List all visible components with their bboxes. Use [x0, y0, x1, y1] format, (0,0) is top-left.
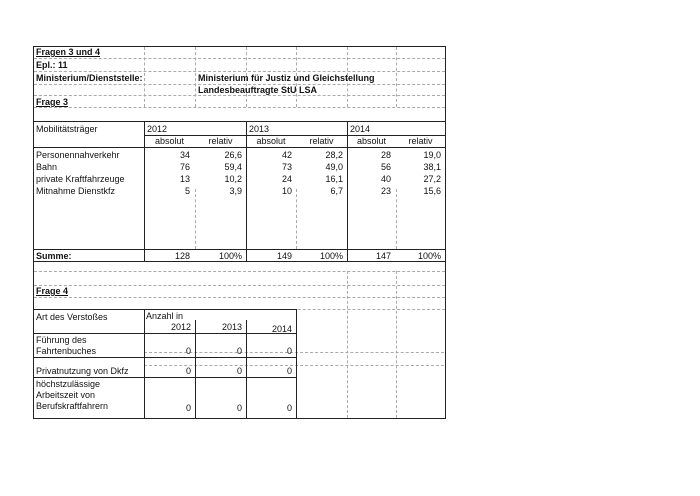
grid-line — [396, 47, 397, 107]
year-header: 2014 — [271, 324, 292, 334]
table-cell: 38,1 — [423, 162, 441, 172]
grid-line — [396, 189, 397, 249]
frage3-heading: Frage 3 — [36, 97, 69, 107]
table-rule — [296, 309, 297, 418]
column-header: Mobilitätsträger — [36, 124, 98, 134]
table-cell: 0 — [185, 366, 191, 376]
table-cell: 16,1 — [325, 174, 343, 184]
column-header: relativ — [408, 136, 433, 146]
table-cell: 0 — [286, 346, 292, 356]
year-header: 2013 — [221, 322, 242, 332]
grid-line — [396, 271, 397, 418]
table-cell: 0 — [286, 366, 292, 376]
table-row-label: Privatnutzung von Dkfz — [36, 366, 129, 376]
table-cell: 15,6 — [423, 186, 441, 196]
table-cell: 19,0 — [423, 150, 441, 160]
table-row-label: Bahn — [36, 162, 58, 172]
table-cell: 27,2 — [423, 174, 441, 184]
summe-label: Summe: — [36, 251, 72, 261]
year-header: 2014 — [350, 124, 371, 134]
table-row-label: Arbeitszeit von — [36, 390, 96, 400]
table-cell: 26,6 — [224, 150, 242, 160]
column-header: absolut — [154, 136, 185, 146]
column-header: relativ — [208, 136, 233, 146]
ministerium-subname: Landesbeauftragte StU LSA — [198, 85, 318, 95]
table-cell: 0 — [236, 366, 242, 376]
table-row-label: Mitnahme Dienstkfz — [36, 186, 116, 196]
grid-line — [195, 47, 196, 107]
column-header: Anzahl in — [146, 311, 184, 321]
table-row-label: Berufskraftfahrern — [36, 401, 109, 411]
table-cell: 59,4 — [224, 162, 242, 172]
table-cell: 24 — [281, 174, 292, 184]
table-cell: 149 — [276, 251, 292, 261]
table-row-label: Personennahverkehr — [36, 150, 120, 160]
epl-label: Epl.: 11 — [36, 60, 68, 70]
table-rule — [34, 121, 445, 122]
table-cell: 76 — [179, 162, 190, 172]
grid-line — [34, 285, 445, 286]
grid-line — [34, 271, 445, 272]
ministerium-label: Ministerium/Dienststelle: — [36, 73, 143, 83]
page-title: Fragen 3 und 4 — [36, 47, 101, 57]
table-cell: 28,2 — [325, 150, 343, 160]
table-cell: 100% — [417, 251, 441, 261]
grid-line — [195, 189, 196, 249]
table-cell: 10 — [281, 186, 292, 196]
table-cell: 42 — [281, 150, 292, 160]
year-header: 2013 — [249, 124, 270, 134]
frage4-heading: Frage 4 — [36, 286, 69, 296]
table-cell: 28 — [380, 150, 391, 160]
grid-line — [34, 58, 445, 59]
table-cell: 40 — [380, 174, 391, 184]
table-cell: 147 — [375, 251, 391, 261]
table-rule — [34, 249, 445, 250]
table-cell: 0 — [236, 346, 242, 356]
table-cell: 3,9 — [229, 186, 242, 196]
column-header: absolut — [256, 136, 286, 146]
table-cell: 49,0 — [325, 162, 343, 172]
grid-line — [34, 297, 445, 298]
year-header: 2012 — [170, 322, 191, 332]
column-header: absolut — [356, 136, 387, 146]
spreadsheet-page — [33, 46, 446, 419]
table-cell: 13 — [179, 174, 190, 184]
table-cell: 73 — [281, 162, 292, 172]
table-cell: 6,7 — [330, 186, 343, 196]
table-cell: 128 — [174, 251, 190, 261]
table-cell: 23 — [380, 186, 391, 196]
table-row-label: höchstzulässige — [36, 379, 101, 389]
grid-line — [34, 71, 445, 72]
table-rule — [34, 377, 296, 378]
ministerium-name: Ministerium für Justiz und Gleichstellung — [198, 73, 375, 83]
grid-line — [144, 47, 145, 107]
table-rule — [34, 147, 445, 148]
year-header: 2012 — [147, 124, 168, 134]
column-header: relativ — [309, 136, 334, 146]
grid-line — [296, 189, 297, 249]
table-row-label: private Kraftfahrzeuge — [36, 174, 125, 184]
table-rule — [34, 357, 296, 358]
grid-line — [347, 271, 348, 418]
grid-line — [34, 107, 445, 108]
table-cell: 0 — [236, 403, 242, 413]
table-cell: 0 — [185, 403, 191, 413]
table-rule — [34, 309, 296, 310]
table-cell: 34 — [179, 150, 190, 160]
table-row-label: Führung des — [36, 335, 87, 345]
table-row-label: Fahrtenbuches — [36, 346, 97, 356]
table-cell: 10,2 — [224, 174, 242, 184]
table-cell: 100% — [319, 251, 343, 261]
table-cell: 0 — [286, 403, 292, 413]
table-cell: 0 — [185, 346, 191, 356]
table-cell: 100% — [218, 251, 242, 261]
column-header: Art des Verstoßes — [36, 312, 108, 322]
table-cell: 56 — [380, 162, 391, 172]
table-cell: 5 — [184, 186, 190, 196]
